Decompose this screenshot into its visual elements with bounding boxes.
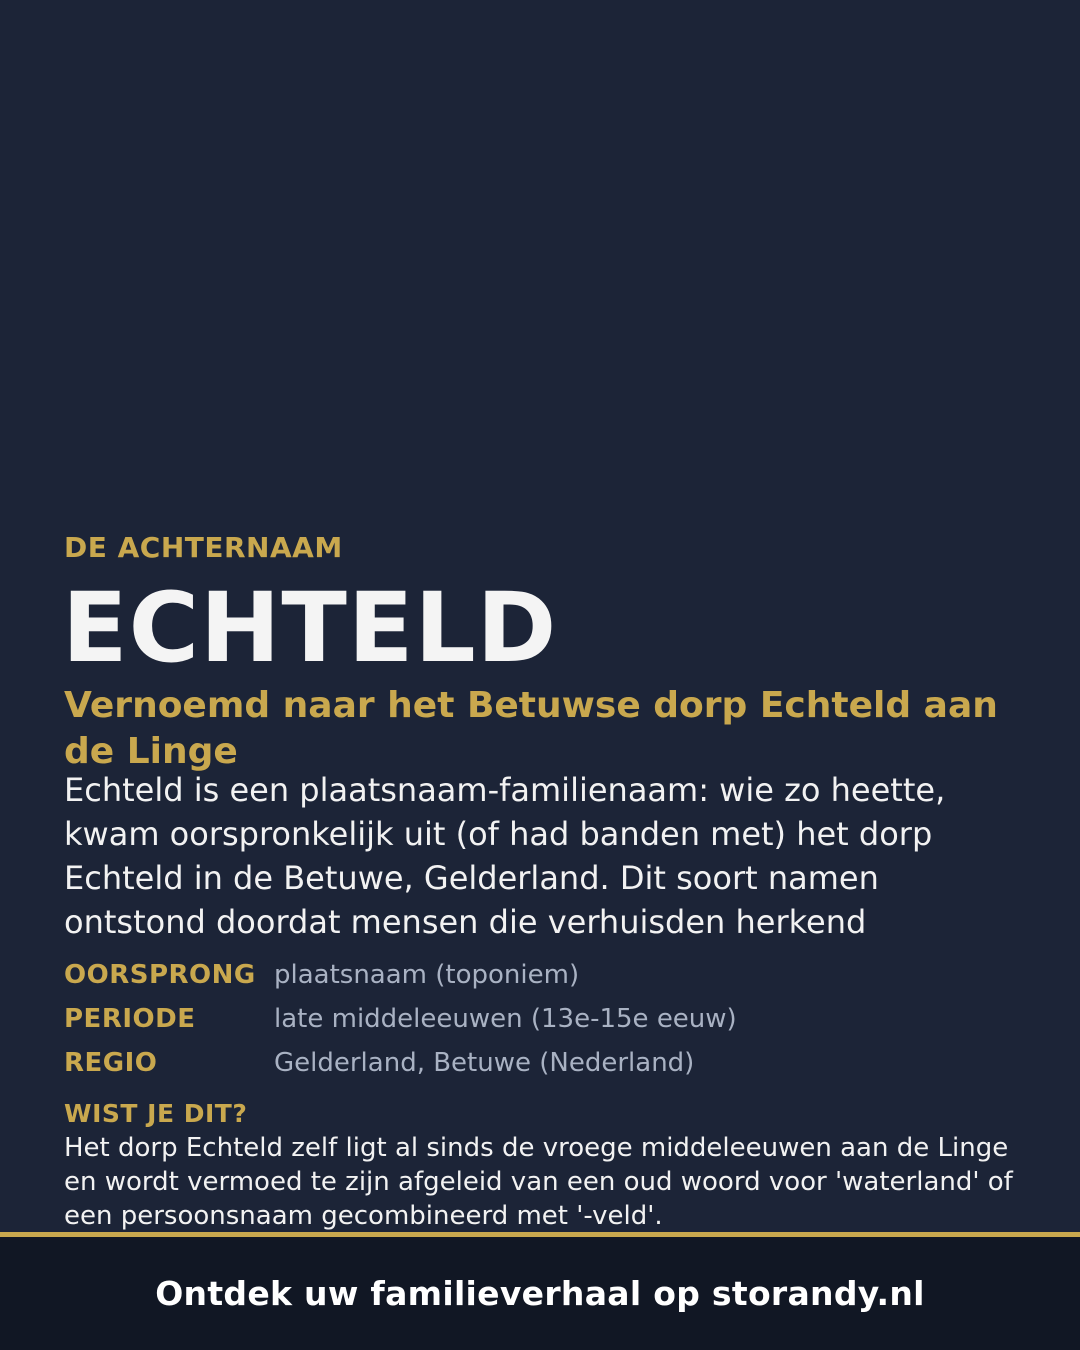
footer-cta-link[interactable]: Ontdek uw familieverhaal op storandy.nl bbox=[155, 1274, 925, 1313]
surname-subtitle: Vernoemd naar het Betuwse dorp Echteld aan de Linge bbox=[64, 685, 998, 772]
eyebrow-label: DE ACHTERNAAM bbox=[64, 531, 343, 564]
trivia-text: Het dorp Echteld zelf ligt al sinds de vroege middeleeuwen aan de Linge en wordt vermoed te zijn afgeleid van een oud woord voor 'waterland' of een persoonsnaam gecombineerd met '-veld'. bbox=[64, 1133, 1013, 1231]
fact-value: Gelderland, Betuwe (Nederland) bbox=[274, 1048, 695, 1078]
fact-row-oorsprong bbox=[64, 960, 1024, 1004]
facts-list bbox=[64, 960, 1024, 1092]
footer-bar bbox=[0, 1232, 1080, 1350]
fact-label: REGIO bbox=[64, 1048, 158, 1078]
fact-label: OORSPRONG bbox=[64, 960, 256, 990]
fact-value: plaatsnaam (toponiem) bbox=[274, 960, 580, 990]
surname-title: ECHTELD bbox=[62, 572, 558, 684]
trivia-title: WIST JE DIT? bbox=[64, 1099, 248, 1128]
surname-description: Echteld is een plaatsnaam-familienaam: wie zo heette, kwam oorspronkelijk uit (of had banden met) het dorp Echteld in de Betuwe, Gelderland. Dit soort namen ontstond doordat mensen die verhuisden herkend bbox=[64, 771, 946, 941]
fact-label: PERIODE bbox=[64, 1004, 196, 1034]
fact-row-periode bbox=[64, 1004, 1024, 1048]
fact-value: late middeleeuwen (13e-15e eeuw) bbox=[274, 1004, 737, 1034]
fact-row-regio bbox=[64, 1048, 1024, 1092]
